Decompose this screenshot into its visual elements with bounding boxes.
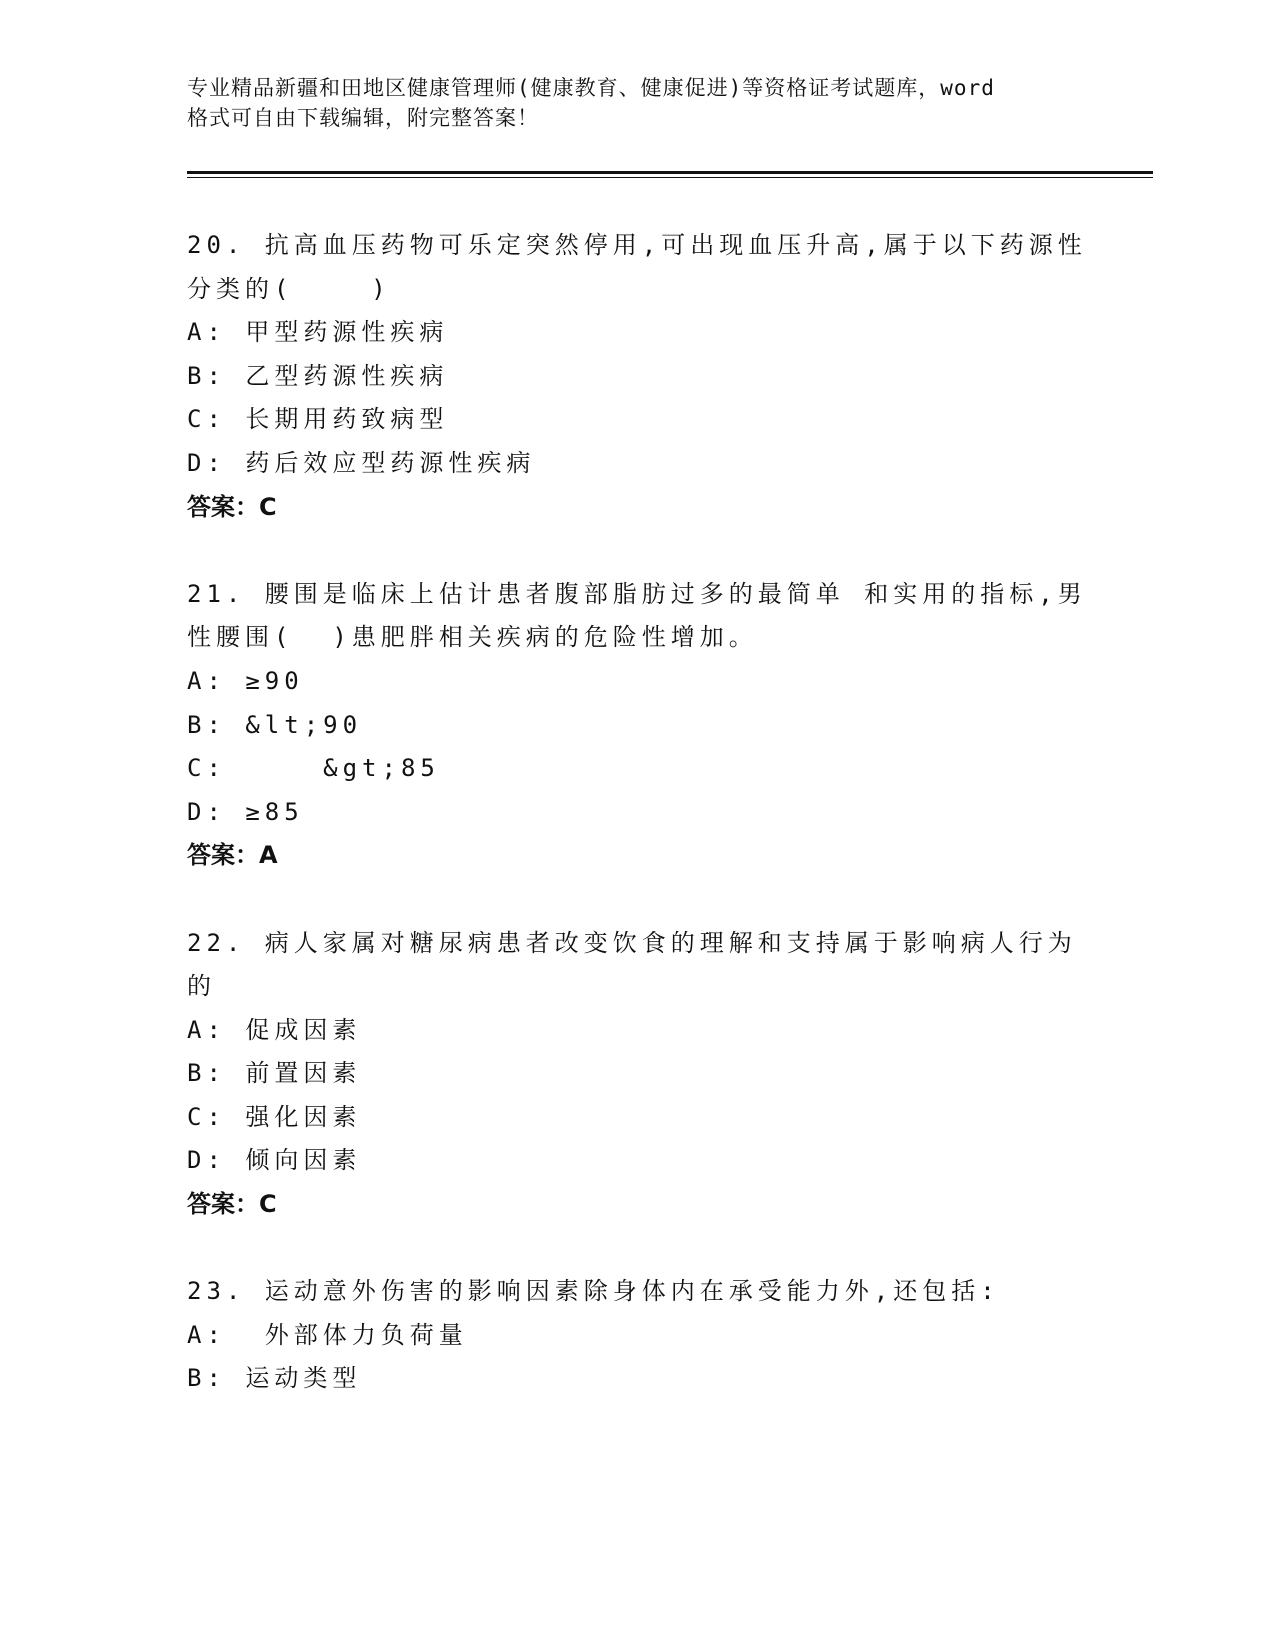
question-text: 22. 病人家属对糖尿病患者改变饮食的理解和支持属于影响病人行为 <box>187 929 1077 957</box>
option-a: A: 外部体力负荷量 <box>187 1321 468 1349</box>
option-d: D: ≥85 <box>187 798 304 826</box>
question-text: 21. 腰围是临床上估计患者腹部脂肪过多的最简单 和实用的指标,男 <box>187 580 1087 608</box>
question-text: 的 <box>187 972 216 1000</box>
header-divider-thick <box>187 171 1153 174</box>
option-c: C: 长期用药致病型 <box>187 405 449 433</box>
answer: 答案：C <box>187 493 277 521</box>
answer: 答案：C <box>187 1190 277 1218</box>
header-divider-thin <box>187 177 1153 178</box>
option-c: C: 强化因素 <box>187 1103 362 1131</box>
option-a: A: 促成因素 <box>187 1016 362 1044</box>
option-c: C: &gt;85 <box>187 754 440 782</box>
header-line-1: 专业精品新疆和田地区健康管理师(健康教育、健康促进)等资格证考试题库，word <box>187 76 995 100</box>
question-text: 23. 运动意外伤害的影响因素除身体内在承受能力外,还包括: <box>187 1277 1000 1305</box>
question-text: 20. 抗高血压药物可乐定突然停用,可出现血压升高,属于以下药源性 <box>187 231 1087 259</box>
answer: 答案：A <box>187 841 278 869</box>
option-b: B: 乙型药源性疾病 <box>187 362 449 390</box>
question-text: 分类的( ) <box>187 275 391 303</box>
option-a: A: 甲型药源性疾病 <box>187 318 449 346</box>
option-a: A: ≥90 <box>187 667 304 695</box>
header-line-2: 格式可自由下载编辑，附完整答案！ <box>187 106 539 130</box>
question-text: 性腰围( )患肥胖相关疾病的危险性增加。 <box>187 623 758 651</box>
option-d: D: 倾向因素 <box>187 1146 362 1174</box>
option-d: D: 药后效应型药源性疾病 <box>187 449 536 477</box>
option-b: B: 前置因素 <box>187 1059 362 1087</box>
option-b: B: &lt;90 <box>187 711 363 739</box>
option-b: B: 运动类型 <box>187 1364 362 1392</box>
